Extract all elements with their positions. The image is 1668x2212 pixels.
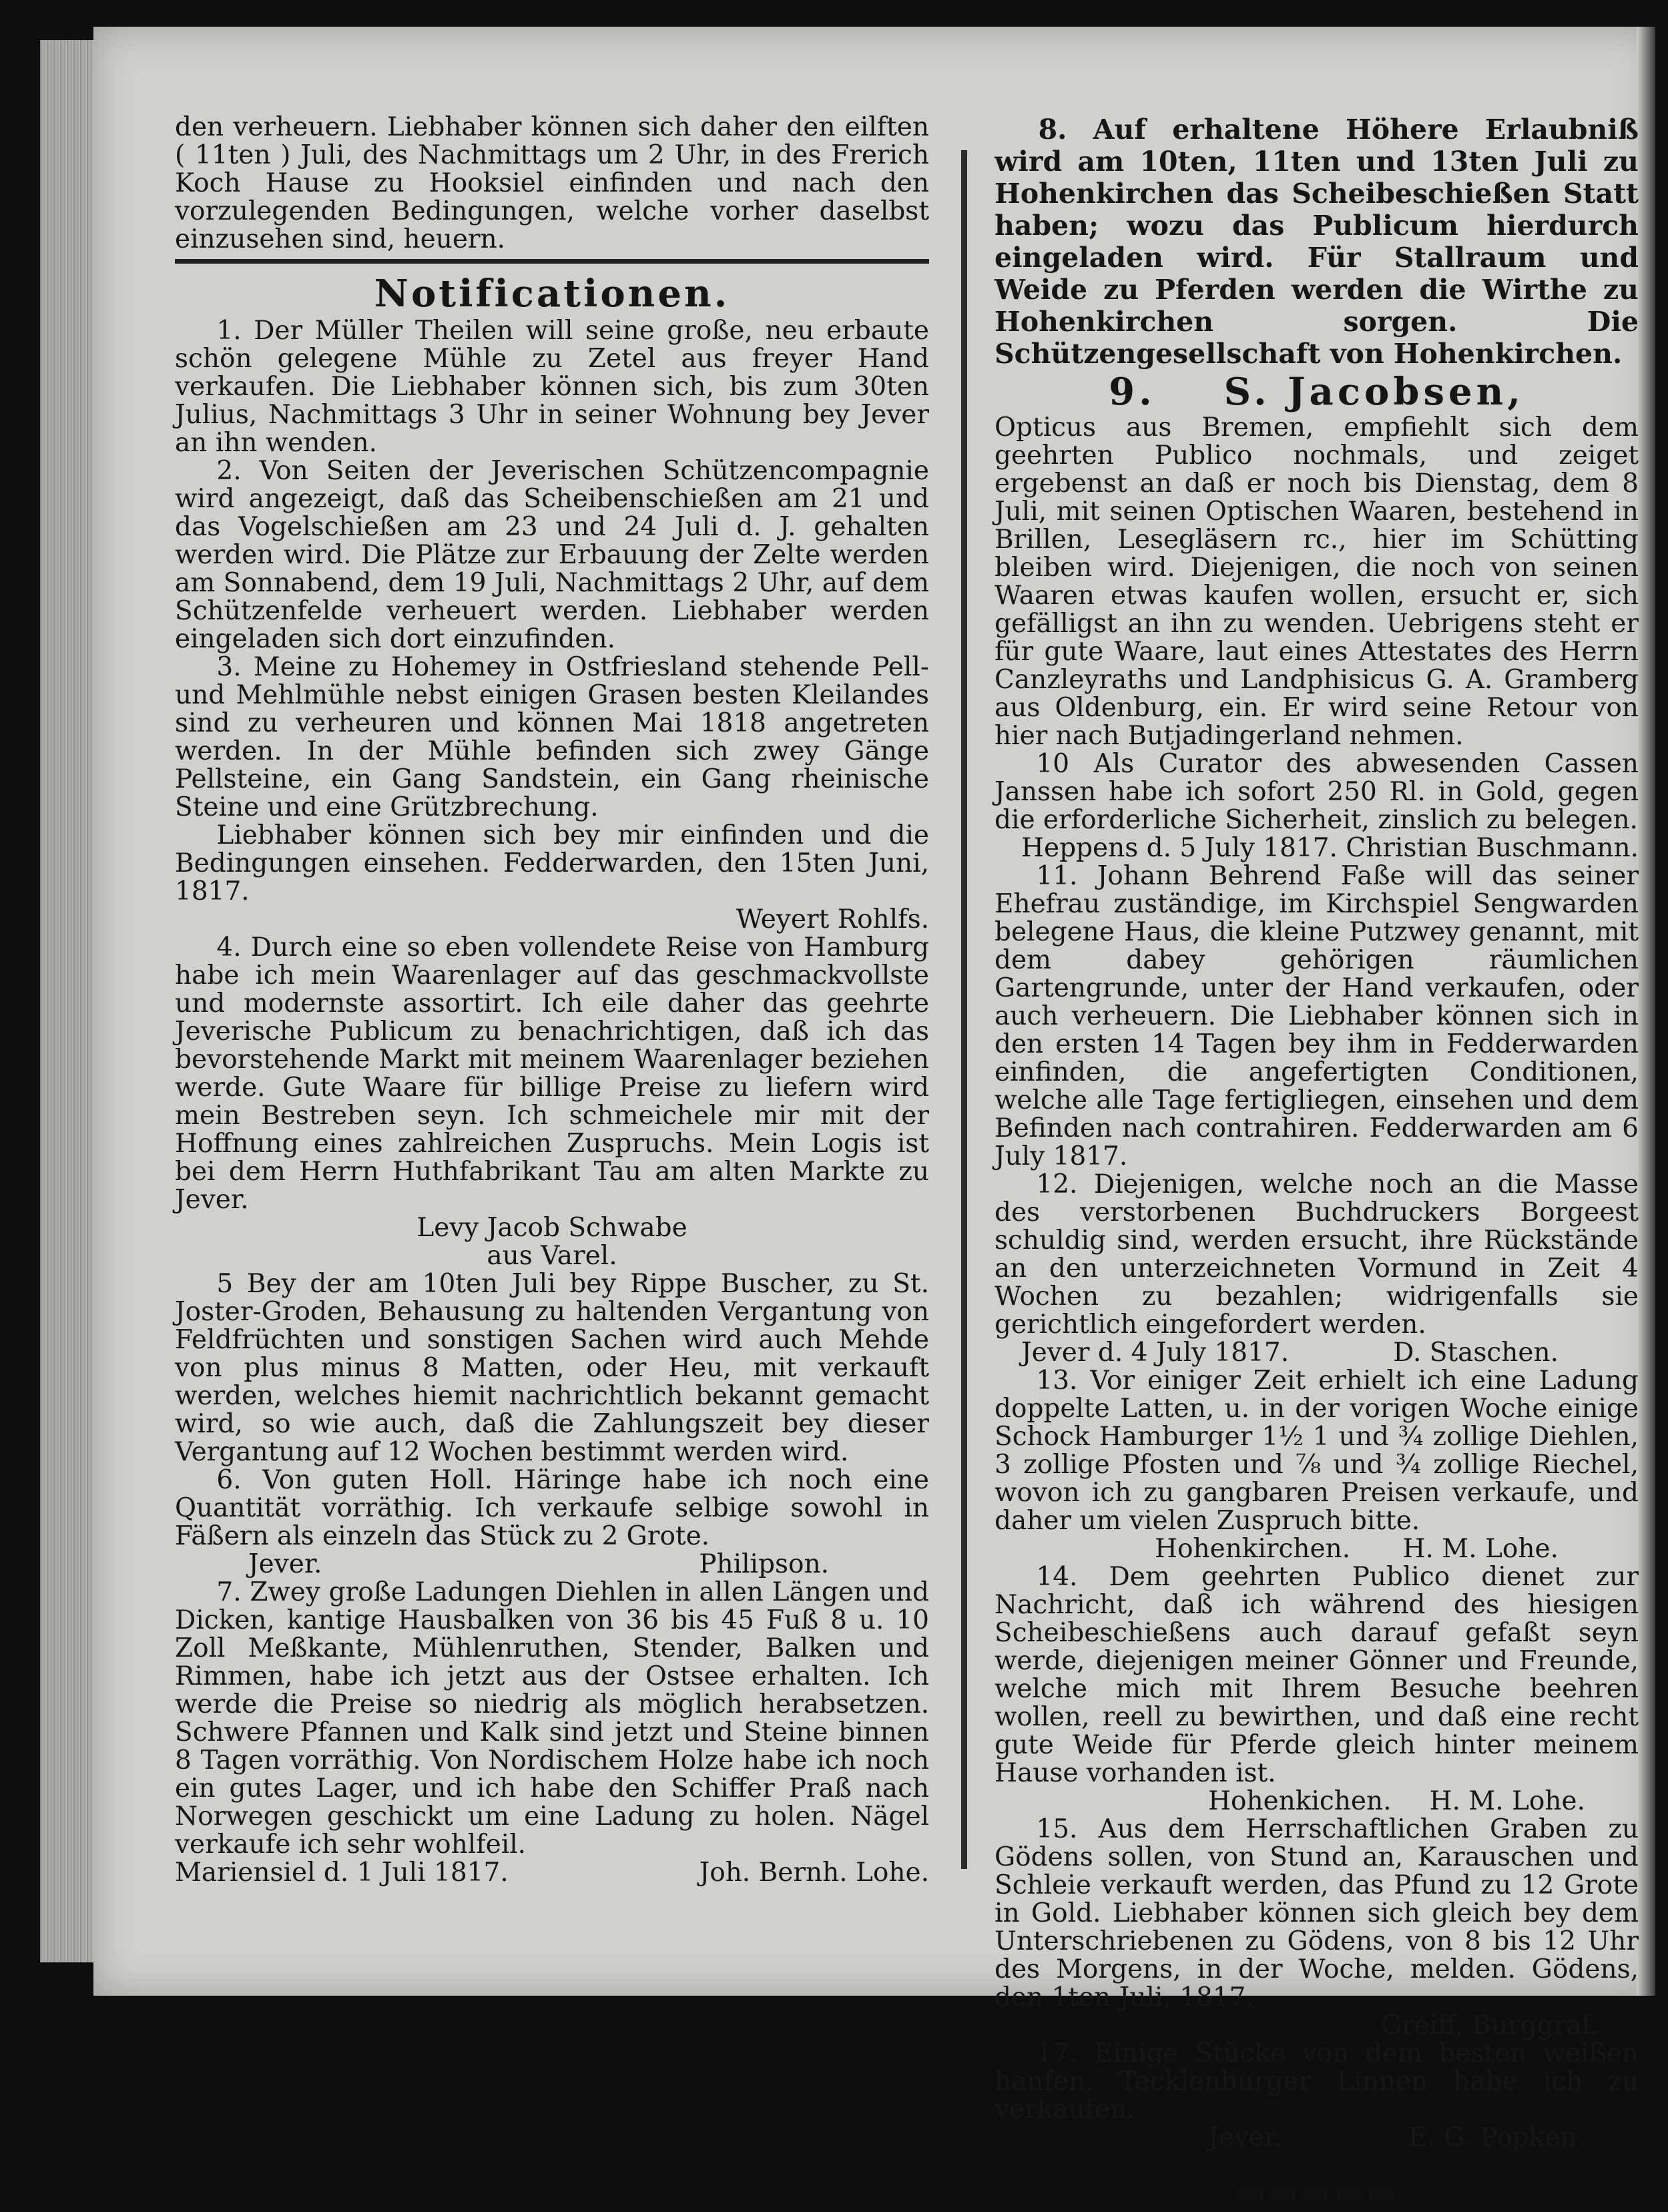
notice-17-signature-line <box>995 2124 1639 2152</box>
notice-6-signature-line <box>175 1551 929 1579</box>
notice-14-place: Hohenkichen. <box>1208 1786 1392 1816</box>
notice-9-name: S. Jacobsen, <box>1223 370 1524 414</box>
notice-4-signature-place: aus Varel. <box>487 1241 617 1271</box>
notice-13-signature: H. M. Lohe. <box>1402 1534 1559 1564</box>
notice-8: 8. Auf erhaltene Höhere Erlaubniß wird am 10ten, 11ten und 13ten Juli zu Hohenkirchen das Scheibeschießen Statt haben; wozu das Publicum hierdurch eingeladen wird. Für Stallraum und Weide zu Pferden werden die Wirthe zu Hohenkirchen sorgen. Die Schützengesellschaft von Hohenkirchen. <box>995 113 1639 370</box>
column-divider <box>961 150 967 1869</box>
notice-3-continued: Liebhaber können sich bey mir einfinden und die Bedingungen einsehen. Fedderwarden, den 15ten Juni, 1817. <box>175 820 929 906</box>
notice-3-signature: Weyert Rohlfs. <box>736 904 929 934</box>
notice-17-place: Jever. <box>1208 2123 1282 2153</box>
notice-6-signature: Philipson. <box>699 1549 829 1579</box>
notice-13-signature-line <box>995 1535 1639 1563</box>
notice-5: 5 Bey der am 10ten Juli bey Rippe Buscher, zu St. Joster-Groden, Behausung zu haltenden Vergantung von Feldfrüchten und sonstigen Sachen wird auch Mehde von plus minus 8 Matten, oder Heu, mit verkauft werden, welches hiemit nachrichtlich bekannt gemacht wird, so wie auch, daß die Zahlungszeit bey dieser Vergantung auf 12 Wochen bestimmt werden wird. <box>175 1269 929 1467</box>
section-heading: Notificationen. <box>374 272 730 316</box>
notice-10-place: Heppens d. 5 July 1817. <box>1021 833 1338 863</box>
left-column <box>175 113 929 1887</box>
notice-7-place: Mariensiel d. 1 Juli 1817. <box>175 1858 509 1888</box>
notice-7: 7. Zwey große Ladungen Diehlen in allen Längen und Dicken, kantige Hausbalken von 36 bis 45 Fuß 8 u. 10 Zoll Meßkante, Mühlenruthen, Stender, Balken und Rimmen, habe ich jetzt aus der Ostsee erhalten. Ich werde die Preise so niedrig als möglich herabsetzen. Schwere Pfannen und Kalk sind jetzt und Steine binnen 8 Tagen vorräthig. Von Nordischem Holze habe ich noch ein gutes Lager, und ich habe den Schiffer Praß nach Norwegen geschickt um eine Ladung zu holen. Nägel verkaufe ich sehr wohlfeil. <box>175 1577 929 1860</box>
notice-13-place: Hohenkirchen. <box>1155 1534 1351 1564</box>
notice-10-signature: Christian Buschmann. <box>1346 833 1639 863</box>
notice-6-place: Jever. <box>248 1549 322 1579</box>
notice-9: Opticus aus Bremen, empfiehlt sich dem geehrten Publico nochmals, und zeiget ergebenst an daß er noch bis Dienstag, dem 8 Juli, mit seinen Optischen Waaren, bestehend in Brillen, Lesegläsern rc., hier im Schütting bleiben wird. Diejenigen, die noch von seinen Waaren etwas kaufen wollen, ersucht er, sich gefälligst an ihn zu wenden. Uebrigens steht er für gute Waare, laut eines Attestates des Herrn Canzleyraths und Landphisicus G. A. Gramberg aus Oldenburg, ein. Er wird seine Retour von hier nach Butjadingerland nehmen. <box>995 412 1639 751</box>
notice-2: 2. Von Seiten der Jeverischen Schützencompagnie wird angezeigt, daß das Scheibenschießen am 21 und das Vogelschießen am 23 und 24 Juli d. J. gehalten werden wird. Die Plätze zur Erbauung der Zelte werden am Sonnabend, dem 19 Juli, Nachmittags 2 Uhr, auf dem Schützenfelde verheuert werden. Liebhaber werden eingeladen sich dort einzufinden. <box>175 456 929 654</box>
section-rule <box>175 259 929 264</box>
notice-12: 12. Diejenigen, welche noch an die Masse des verstorbenen Buchdruckers Borgeest schuldig sind, werden ersucht, ihre Rückstände an den unterzeichneten Vormund in Zeit 4 Wochen zu bezahlen; widrigenfalls sie gerichtlich eingefordert werden. <box>995 1169 1639 1340</box>
intro-paragraph: den verheuern. Liebhaber können sich daher den eilften ( 11ten ) Juli, des Nachmittags um 2 Uhr, in des Frerich Koch Hause zu Hooksiel einfinden und nach den vorzulegenden Bedingungen, welche vorher daselbst einzusehen sind, heuern. <box>175 112 929 254</box>
notice-17: 17. Einige Stücke von dem besten weißen hanfen, Tecklenburger Linnen habe ich zu verkaufen. <box>995 2038 1639 2125</box>
notice-6: 6. Von guten Holl. Häringe habe ich noch eine Quantität vorräthig. Ich verkaufe selbige sowohl in Fäßern als einzeln das Stück zu 2 Grote. <box>175 1465 929 1551</box>
notice-13: 13. Vor einiger Zeit erhielt ich eine Ladung doppelte Latten, u. in der vorigen Woche einige Schock Hamburger 1½ 1 und ¾ zollige Diehlen, 3 zollige Pfosten und ⅞ und ¾ zollige Riechel, wovon ich zu gangbaren Preisen verkaufe, und daher um vielen Zuspruch bitte. <box>995 1366 1639 1536</box>
notice-11: 11. Johann Behrend Faße will das seiner Ehefrau zuständige, im Kirchspiel Sengwarden belegene Haus, die kleine Putzwey genannt, mit dem dabey gehörigen räumlichen Gartengrunde, unter der Hand verkaufen, oder auch verheuern. Die Liebhaber können sich in den ersten 14 Tagen bey ihm in Fedderwarden einfinden, die angefertigten Conditionen, welche alle Tage fertigliegen, einsehen und dem Befinden nach contrahiren. Fedderwarden am 6 July 1817. <box>995 861 1639 1171</box>
notice-4: 4. Durch eine so eben vollendete Reise von Hamburg habe ich mein Waarenlager auf das geschmackvollste und modernste assortirt. Ich eile daher das geehrte Jeverische Publicum zu benachrichtigen, daß ich das bevorstehende Markt mit meinem Waarenlager beziehen werde. Gute Waare für billige Preise zu liefern wird mein Bestreben seyn. Ich schmeichele mir mit der Hoffnung eines zahlreichen Zuspruchs. Mein Logis ist bei dem Herrn Huthfabrikant Tau am alten Markte zu Jever. <box>175 932 929 1215</box>
book-spine-shadow <box>1637 27 1655 1996</box>
notice-10-signature-line <box>995 834 1639 862</box>
notice-14: 14. Dem geehrten Publico dienet zur Nachricht, daß ich während des hiesigen Scheibeschießens auch darauf gefaßt seyn werde, diejenigen meiner Gönner und Freunde, welche mich mit Ihrem Besuche beehren wollen, reell zu bewirthen, und daß eine recht gute Weide für Pferde gleich hinter meinem Hause vorhanden ist. <box>995 1562 1639 1788</box>
right-column <box>995 113 1639 2212</box>
notice-12-signature: D. Staschen. <box>1393 1338 1559 1368</box>
notice-17-signature: E. G. Popken. <box>1408 2123 1585 2153</box>
notice-14-signature: H. M. Lohe. <box>1429 1786 1585 1816</box>
closing-ornament: ▬▬▬▬▬ <box>1234 2173 1399 2211</box>
notice-15: 15. Aus dem Herrschaftlichen Graben zu Gödens sollen, von Stund an, Karauschen und Schleie verkauft werden, das Pfund zu 12 Grote in Gold. Liebhaber können sich gleich bey dem Unterschriebenen zu Gödens, von 8 bis 12 Uhr des Morgens, in der Woche, melden. Gödens, den 1ten Juli, 1817. <box>995 1814 1639 2012</box>
notice-12-place: Jever d. 4 July 1817. <box>1021 1338 1290 1368</box>
notice-4-signature-name: Levy Jacob Schwabe <box>416 1213 687 1243</box>
notice-14-signature-line <box>995 1787 1639 1816</box>
notice-15-signature: Greiff, Burggraf. <box>1380 2010 1599 2040</box>
book-page-edges <box>40 40 100 1962</box>
notice-7-signature: Joh. Bernh. Lohe. <box>699 1858 929 1888</box>
notice-10: 10 Als Curator des abwesenden Cassen Janssen habe ich sofort 250 Rl. in Gold, gegen die erforderliche Sicherheit, zinslich zu belegen. <box>995 749 1639 835</box>
notice-3: 3. Meine zu Hohemey in Ostfriesland stehende Pell- und Mehlmühle nebst einigen Grasen besten Kleilandes sind zu verheuren und können Mai 1818 angetreten werden. In der Mühle befinden sich zwey Gänge Pellsteine, ein Gang Sandstein, ein Gang rheinische Steine und eine Grützbrechung. <box>175 652 929 822</box>
notice-1: 1. Der Müller Theilen will seine große, neu erbaute schön gelegene Mühle zu Zetel aus freyer Hand verkaufen. Die Liebhaber können sich, bis zum 30ten Julius, Nachmittags 3 Uhr in seiner Wohnung bey Jever an ihn wenden. <box>175 316 929 458</box>
notice-7-signature-line <box>175 1859 929 1887</box>
notice-12-signature-line <box>995 1339 1639 1367</box>
notice-9-header <box>995 370 1639 414</box>
notice-9-number: 9. <box>1109 370 1156 414</box>
